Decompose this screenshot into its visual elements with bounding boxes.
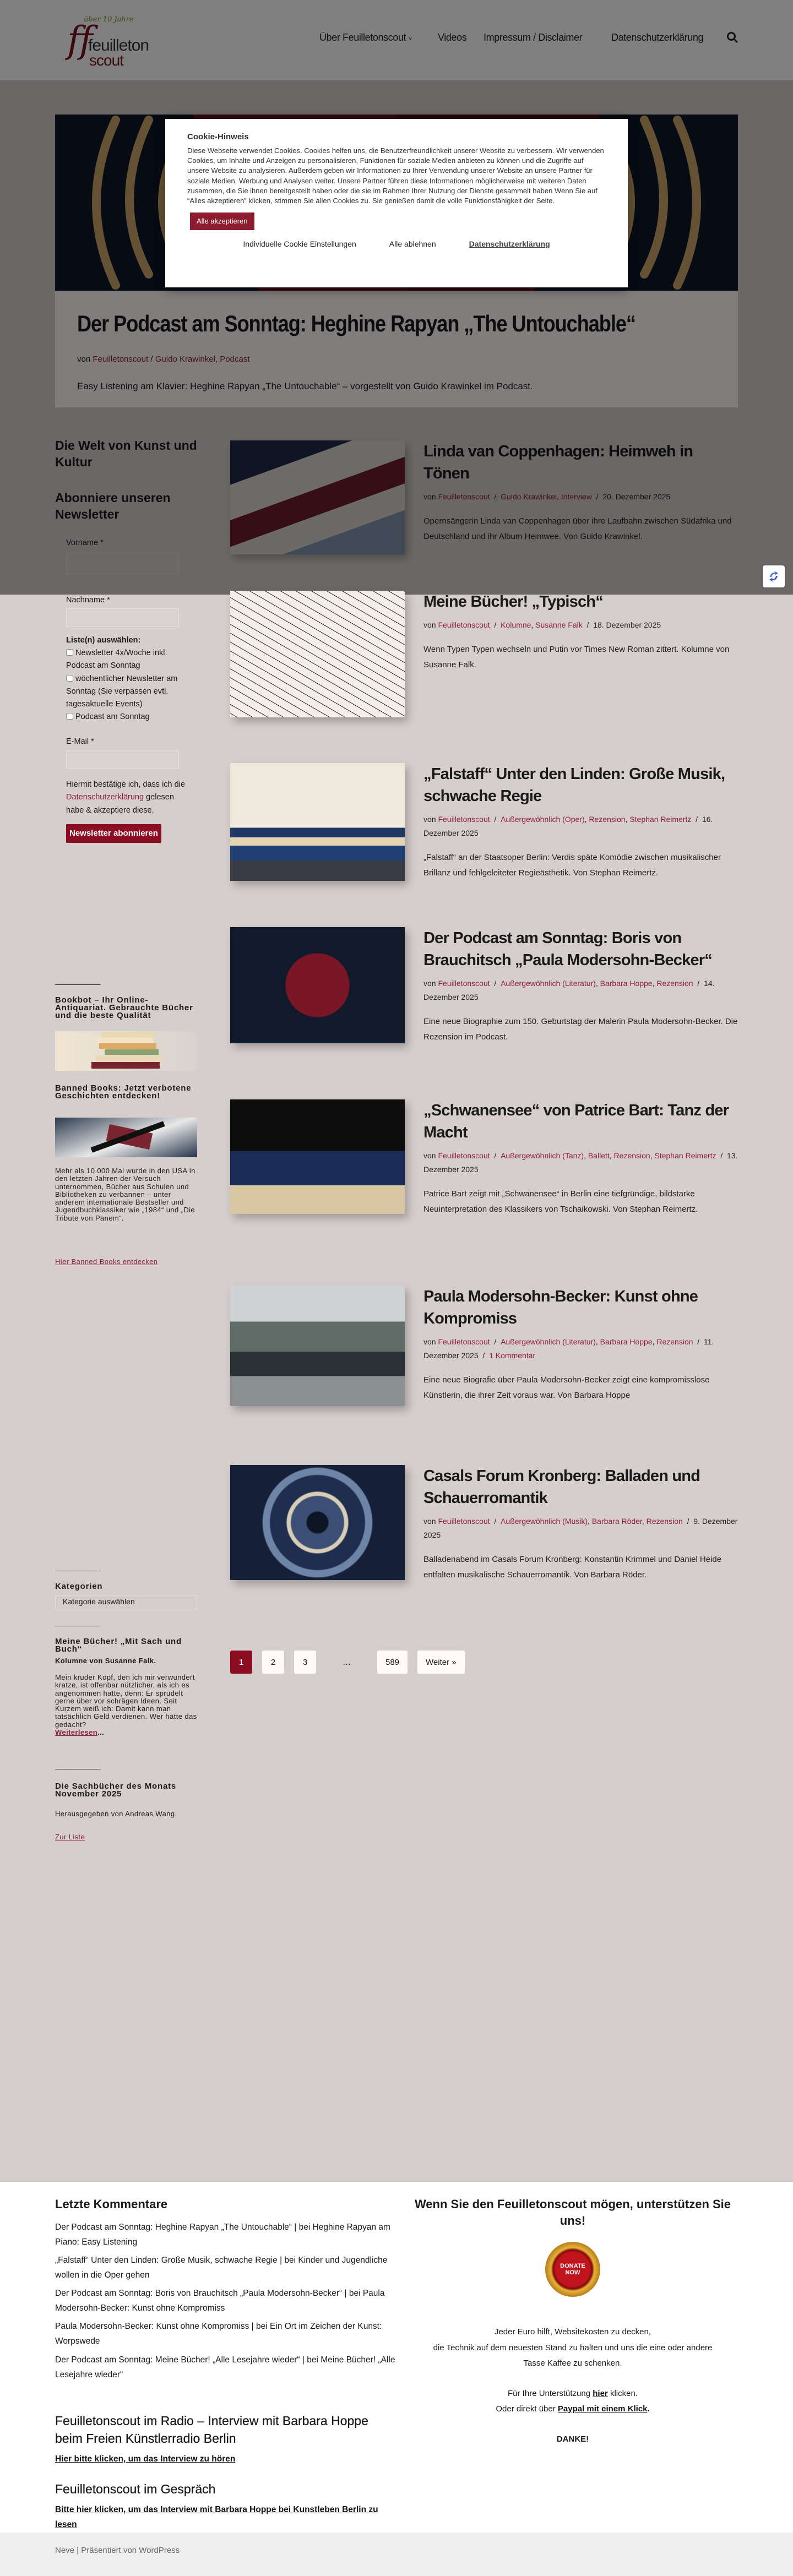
hero-title[interactable]: Der Podcast am Sonntag: Heghine Rapyan „The Untouchable“ <box>77 311 636 336</box>
category-link[interactable]: Kolumne <box>501 620 531 630</box>
donate-button[interactable]: DONATE NOW <box>545 2242 600 2297</box>
banned-books-heading[interactable]: Banned Books: Jetzt verbotene Geschichten entdecken! <box>55 1083 192 1101</box>
bookbot-image[interactable] <box>55 1031 197 1071</box>
post-title[interactable]: „Falstaff“ Unter den Linden: Große Musik, schwache Regie <box>423 765 725 805</box>
recaptcha-icon <box>768 570 780 582</box>
post-excerpt: Eine neue Biografie über Paula Modersohn-Becker zeigt eine kompromisslose Künstlerin, die ihrer Zeit voraus war. Von Barbara Hoppe <box>423 1375 710 1401</box>
newsletter-form <box>55 490 197 575</box>
author-link[interactable]: Feuilletonscout <box>438 815 490 824</box>
recent-comments <box>55 2194 397 2386</box>
page-last[interactable]: 589 <box>377 1651 408 1674</box>
post-meta: von Feuilletonscout / Außergewöhnlich (Oper), Rezension, Stephan Reimertz / 16. Dezember 2025 <box>423 815 713 838</box>
chevron-down-icon: ˅ <box>408 36 412 42</box>
post-excerpt: Balladenabend im Casals Forum Kronberg: Konstantin Krimmel und Daniel Heide entfalten musikalische Schauerromantik. Von Barbara Röder. <box>423 1555 722 1580</box>
search-icon[interactable] <box>726 31 739 44</box>
recent-comment[interactable]: Der Podcast am Sonntag: Boris von Brauchitsch „Paula Modersohn-Becker“ | bei Paula Modersohn-Becker: Kunst ohne Kompromiss <box>55 2289 385 2313</box>
gespraech-interview-link[interactable]: Bitte hier klicken, um das Interview mit Barbara Hoppe bei Kunstleben Berlin zu lesen <box>55 2504 378 2529</box>
buecher-text: Mein kruder Kopf, den ich mir verwundert kratze, ist offenbar nützlicher, als ich es angenommen hatte, denn: Er sprudelt gerne über vor schrägen Ideen. Seit Kurzem weiß ich: Damit kann man tatsächlich Geld verdienen. Wer hätte das gedacht? Weiterlesen... <box>55 1673 197 1737</box>
accept-all-button[interactable]: Alle akzeptieren <box>190 213 254 230</box>
bookbot-heading[interactable]: Bookbot – Ihr Online-Antiquariat. Gebrauchte Bücher und die beste Qualität <box>55 995 193 1020</box>
post-meta: von Feuilletonscout / Außergewöhnlich (Musik), Barbara Röder, Rezension / 9. Dezember 2025 <box>423 1517 738 1540</box>
post-excerpt: Opernsängerin Linda van Coppenhagen über ihre Laufbahn zwischen Südafrika und Deutschland und ihr Album Heimwee. Von Guido Krawinkel. <box>423 516 732 541</box>
author-link[interactable]: Feuilletonscout <box>438 1337 490 1347</box>
category-link[interactable]: Guido Krawinkel <box>501 492 557 502</box>
post-thumbnail[interactable] <box>230 591 405 717</box>
author-link[interactable]: Feuilletonscout <box>438 492 490 502</box>
category-link[interactable]: Außergewöhnlich (Tanz) <box>501 1151 584 1161</box>
nachname-label: Nachname * <box>66 596 110 604</box>
sachbuecher-text: Herausgegeben von Andreas Wang. <box>55 1810 177 1818</box>
post-date: 20. Dezember 2025 <box>602 492 671 502</box>
post-body <box>423 1465 738 1583</box>
post-thumbnail[interactable] <box>230 1099 405 1214</box>
newsletter-submit-button[interactable]: Newsletter abonnieren <box>66 824 161 843</box>
category-link[interactable]: Ballett <box>588 1151 610 1161</box>
post-meta: von Feuilletonscout / Außergewöhnlich (Literatur), Barbara Hoppe, Rezension / 14. Dezember 2025 <box>423 979 715 1002</box>
post-date: 18. Dezember 2025 <box>593 620 661 630</box>
vorname-input[interactable] <box>66 553 179 575</box>
post-item <box>230 763 738 881</box>
support-here-link[interactable]: hier <box>593 2388 608 2398</box>
vorname-label: Vorname * <box>66 538 104 547</box>
recent-comments-heading: Letzte Kommentare <box>55 2197 168 2211</box>
cookie-privacy-link[interactable]: Datenschutzerklärung <box>469 239 550 249</box>
recaptcha-badge[interactable] <box>763 565 785 587</box>
reject-all-button[interactable]: Alle ablehnen <box>389 239 436 249</box>
post-title[interactable]: Paula Modersohn-Becker: Kunst ohne Kompromiss <box>423 1288 698 1328</box>
kategorien-heading: Kategorien <box>55 1582 103 1591</box>
category-link[interactable]: Stephan Reimertz <box>629 815 692 824</box>
cookie-options <box>187 239 606 250</box>
post-date: 14. Dezember 2025 <box>423 979 715 1002</box>
post-meta: von Feuilletonscout / Außergewöhnlich (Tanz), Ballett, Rezension, Stephan Reimertz / 13. Dezember 2025 <box>423 1151 738 1174</box>
category-link[interactable]: Rezension <box>613 1151 650 1161</box>
post-meta: von Feuilletonscout / Guido Krawinkel, Interview / 20. Dezember 2025 <box>423 492 671 502</box>
nav-impressum[interactable]: Impressum / Disclaimer <box>484 32 583 43</box>
post-title[interactable]: Der Podcast am Sonntag: Boris von Brauchitsch „Paula Modersohn-Becker“ <box>423 929 712 970</box>
post-title[interactable]: Meine Bücher! „Typisch“ <box>423 593 603 611</box>
post-date: 16. Dezember 2025 <box>423 815 713 838</box>
recent-comment[interactable]: „Falstaff“ Unter den Linden: Große Musik, schwache Regie | bei Kinder und Jugendliche wollen in die Oper gehen <box>55 2255 388 2280</box>
cookie-title: Cookie-Hinweis <box>187 132 249 141</box>
post-date: 13. Dezember 2025 <box>423 1151 738 1174</box>
category-link[interactable]: Barbara Röder <box>591 1517 642 1526</box>
hero-excerpt: Easy Listening am Klavier: Heghine Rapyan „The Untouchable“ – vorgestellt von Guido Krawinkel im Podcast. <box>77 381 533 392</box>
category-link[interactable]: Susanne Falk <box>535 620 583 630</box>
post-item <box>230 927 738 1045</box>
post-date: 11. Dezember 2025 <box>423 1337 714 1360</box>
category-link[interactable]: Außergewöhnlich (Literatur) <box>501 979 596 988</box>
nav-datenschutz[interactable]: Datenschutzerklärung <box>611 32 704 43</box>
post-body <box>423 1099 738 1217</box>
page-3[interactable]: 3 <box>294 1651 316 1674</box>
post-excerpt: Wenn Typen Typen wechseln und Putin vor Times New Roman zittert. Kolumne von Susanne Falk. <box>423 645 730 669</box>
individual-settings-button[interactable]: Individuelle Cookie Einstellungen <box>243 239 356 249</box>
post-item <box>230 440 738 554</box>
hero-meta: von Feuilletonscout / Guido Krawinkel, Podcast <box>77 355 250 364</box>
category-link[interactable]: Außergewöhnlich (Literatur) <box>501 1337 596 1347</box>
divider: ____________ <box>55 1562 100 1571</box>
category-link[interactable]: Stephan Reimertz <box>654 1151 716 1161</box>
page-2[interactable]: 2 <box>262 1651 284 1674</box>
post-item <box>230 1099 738 1217</box>
banned-books-image[interactable] <box>55 1118 197 1157</box>
comments-link[interactable]: 1 Kommentar <box>489 1351 536 1360</box>
category-links[interactable]: Guido Krawinkel, Podcast <box>155 355 250 364</box>
divider: ____________ <box>55 976 100 985</box>
post-item <box>230 1286 738 1406</box>
divider: ____________ <box>55 1761 100 1769</box>
nachname-group <box>66 593 187 627</box>
post-excerpt: Eine neue Biographie zum 150. Geburtstag der Malerin Paula Modersohn-Becker. Die Rezension im Podcast. <box>423 1017 738 1042</box>
post-body <box>423 440 738 554</box>
post-title[interactable]: Linda van Coppenhagen: Heimweh in Tönen <box>423 443 693 483</box>
post-body <box>423 763 738 881</box>
list-option[interactable]: Podcast am Sonntag <box>66 711 187 723</box>
post-item <box>230 591 738 717</box>
paypal-link[interactable]: Paypal mit einem Klick <box>557 2404 648 2414</box>
category-link[interactable]: Rezension <box>656 1337 693 1347</box>
post-body <box>423 927 738 1045</box>
category-link[interactable]: Rezension <box>589 815 626 824</box>
post-body <box>423 591 738 717</box>
newsletter-heading: Abonniere unseren Newsletter <box>55 491 171 521</box>
post-excerpt: Patrice Bart zeigt mit „Schwanensee“ in Berlin eine tiefgründige, bildstarke Neuinterpretation des Klassikers von Tschaikowski. Von Stephan Reimertz. <box>423 1189 698 1215</box>
post-title[interactable]: Casals Forum Kronberg: Balladen und Schauerromantik <box>423 1467 700 1507</box>
list-option[interactable]: Newsletter 4x/Woche inkl. Podcast am Sonntag <box>66 649 167 671</box>
buecher-subtitle: Kolumne von Susanne Falk. <box>55 1657 156 1665</box>
category-link[interactable]: Interview <box>561 492 592 502</box>
category-link[interactable]: Rezension <box>656 979 693 988</box>
recent-comment[interactable]: Paula Modersohn-Becker: Kunst ohne Kompromiss | bei Ein Ort im Zeichen der Kunst: Worpswede <box>55 2322 382 2346</box>
checkbox[interactable] <box>66 649 73 656</box>
category-link[interactable]: Außergewöhnlich (Musik) <box>501 1517 588 1526</box>
support-heading: Wenn Sie den Feuilletonscout mögen, unterstützen Sie uns! <box>414 2197 731 2228</box>
banned-books-link[interactable]: Hier Banned Books entdecken <box>55 1257 158 1266</box>
author-link[interactable]: Feuilletonscout <box>438 979 490 988</box>
author-link[interactable]: Feuilletonscout <box>438 1151 490 1161</box>
post-thumbnail[interactable] <box>230 1465 405 1580</box>
category-link[interactable]: Außergewöhnlich (Oper) <box>501 815 585 824</box>
post-title[interactable]: „Schwanensee“ von Patrice Bart: Tanz der Macht <box>423 1102 729 1142</box>
next-page-button[interactable]: Weiter » <box>417 1651 465 1674</box>
category-link[interactable]: Barbara Hoppe <box>600 979 653 988</box>
post-body <box>423 1286 738 1406</box>
post-thumbnail[interactable] <box>230 440 405 554</box>
privacy-link[interactable]: Datenschutzerklärung <box>66 793 144 802</box>
nav-videos[interactable]: Videos <box>438 32 467 43</box>
cookie-text: Diese Webseite verwendet Cookies. Cookies helfen uns, die Benutzerfreundlichkeit unserer Website zu verbessern. Wir verwenden Cookies, um Inhalte und Anzeigen zu personalisieren, Funktionen für soziale Medien anbieten zu können und die Zugriffe auf unsere Website zu analysieren. Außerdem geben wir Informationen zu Ihrer Verwendung unserer Website an unsere Partner für soziale Medien, Werbung und Analysen weiter. Unsere Partner führen diese Informationen möglicherweise mit weiteren Daten zusammen, die Sie ihnen bereitgestellt haben oder die sie im Rahmen Ihrer Nutzung der Dienste gesammelt haben Wenn Sie auf “Alles akzeptieren” klicken, stimmen Sie allen Cookies zu. Sie genießen damit die volle Funktionsfähigkeit der Seite. <box>187 146 604 205</box>
buecher-heading[interactable]: Meine Bücher! „Mit Sach und Buch“ <box>55 1637 182 1654</box>
email-label: E-Mail * <box>66 737 94 747</box>
site-footer <box>0 2182 793 2533</box>
divider: ____________ <box>55 1618 100 1626</box>
page-ellipsis: … <box>343 1657 351 1667</box>
author-link[interactable]: Feuilletonscout <box>438 620 490 630</box>
nav-ueber-feuilletonscout[interactable]: Über Feuilletonscout ˅ <box>319 32 412 43</box>
list-option[interactable]: wöchentlicher Newsletter am Sonntag (Sie verpassen evtl. tagesaktuelle Events) <box>66 674 178 709</box>
post-date: 9. Dezember 2025 <box>423 1517 738 1540</box>
banned-books-text: Mehr als 10.000 Mal wurde in den USA in den letzten Jahren der Versuch unternommen, Bücher aus Schulen und Bibliotheken zu verbannen – unter anderem internationale Bestseller und Jugendbuchklassiker wie „1984“ und „Die Tribute von Panem“. <box>55 1167 195 1222</box>
email-input[interactable] <box>66 750 179 769</box>
gespraech-heading: Feuilletonscout im Gespräch <box>55 2481 216 2496</box>
newsletter-lists: Liste(n) auswählen: Newsletter 4x/Woche inkl. Podcast am Sonntag wöchentlicher Newsletter am Sonntag (Sie verpassen evtl. tagesaktuelle Events) Podcast am Sonntag E-Mail * Hiermit bestätige ich, dass ich die Datenschutzerklärung gelesen habe & akzeptiere diese. Newsletter abonnieren <box>66 634 187 843</box>
post-thumbnail[interactable] <box>230 927 405 1043</box>
post-item <box>230 1465 738 1583</box>
author-link[interactable]: Feuilletonscout <box>93 355 149 364</box>
post-excerpt: „Falstaff“ an der Staatsoper Berlin: Verdis späte Komödie zwischen musikalischer Brillanz und fehlgeleiteter Regieästhetik. Von Stephan Reimertz. <box>423 853 721 878</box>
pagination <box>230 1651 465 1674</box>
danke-text: DANKE! <box>556 2434 589 2444</box>
category-select[interactable]: Kategorie auswählen <box>55 1595 197 1609</box>
sidebar-welt-heading: Die Welt von Kunst und Kultur <box>55 438 197 469</box>
site-header <box>0 0 793 81</box>
hero-post <box>55 291 738 407</box>
page-1[interactable]: 1 <box>230 1651 252 1674</box>
support-widget: Wenn Sie den Feuilletonscout mögen, unterstützen Sie uns! DONATE NOW Jeder Euro hilft, Websitekosten zu decken, die Technik auf dem neuesten Stand zu halten und uns die eine oder andere Tasse Kaffee zu schenken. Für Ihre Unterstützung hier klicken. Oder direkt über Paypal mit einem Klick. DANKE! <box>408 2196 738 2447</box>
recent-comment[interactable]: Der Podcast am Sonntag: Meine Bücher! „Alle Lesejahre wieder“ | bei Meine Bücher! „Alle Lesejahre wieder“ <box>55 2355 395 2379</box>
checkbox[interactable] <box>66 675 73 682</box>
post-meta: von Feuilletonscout / Außergewöhnlich (Literatur), Barbara Hoppe, Rezension / 11. Dezember 2025 / 1 Kommentar <box>423 1337 714 1360</box>
post-thumbnail[interactable] <box>230 763 405 881</box>
weiterlesen-link[interactable]: Weiterlesen <box>55 1728 98 1737</box>
radio-interview-link[interactable]: Hier bitte klicken, um das Interview zu hören <box>55 2454 236 2464</box>
radio-widget: Feuilletonscout im Radio – Interview mit Barbara Hoppe beim Freien Künstlerradio Berlin Hier bitte klicken, um das Interview zu hören Feuilletonscout im Gespräch Bitte hier klicken, um das Interview mit Barbara Hoppe bei Kunstleben Berlin zu lesen <box>55 2412 397 2532</box>
zur-liste-link[interactable]: Zur Liste <box>55 1833 85 1841</box>
nachname-input[interactable] <box>66 608 179 627</box>
cookie-dialog <box>165 119 628 287</box>
category-link[interactable]: Rezension <box>646 1517 683 1526</box>
author-link[interactable]: Feuilletonscout <box>438 1517 490 1526</box>
sachbuecher-heading[interactable]: Die Sachbücher des Monats November 2025 <box>55 1782 177 1799</box>
consent-text: Hiermit bestätige ich, dass ich die Datenschutzerklärung gelesen habe & akzeptiere diese. <box>66 780 185 815</box>
site-logo[interactable]: über 10 Jahre ff feuilleton scout <box>67 15 149 69</box>
footer-credit: Neve | Präsentiert von WordPress <box>0 2533 793 2576</box>
post-thumbnail[interactable] <box>230 1286 405 1406</box>
checkbox[interactable] <box>66 713 73 720</box>
recent-comment[interactable]: Der Podcast am Sonntag: Heghine Rapyan „The Untouchable“ | bei Heghine Rapyan am Piano: Easy Listening <box>55 2222 390 2247</box>
post-meta: von Feuilletonscout / Kolumne, Susanne Falk / 18. Dezember 2025 <box>423 620 661 630</box>
category-link[interactable]: Barbara Hoppe <box>600 1337 653 1347</box>
